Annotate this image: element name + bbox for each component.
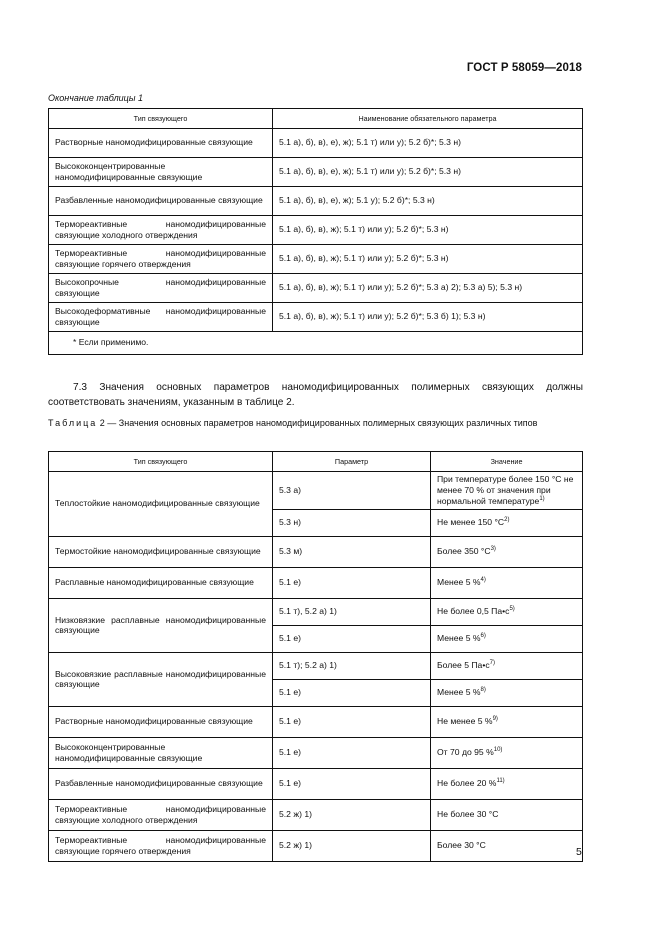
- table2-type-cell: Термореактивные наномодифицированные связующие холодного отверждения: [49, 800, 273, 831]
- table2-header-value: Значение: [431, 452, 583, 472]
- table2-value-text: Менее 5 %: [437, 577, 481, 588]
- table2-value-cell: [431, 472, 583, 510]
- table-row: [49, 707, 583, 738]
- table2-value-cell: [431, 653, 583, 680]
- footnote-ref: 2): [504, 517, 510, 524]
- table2-value-cell: [431, 800, 583, 831]
- table1-type-cell: Разбавленные наномодифицированные связующие: [49, 187, 273, 216]
- table2-type-cell: Расплавные наномодифицированные связующие: [49, 568, 273, 599]
- table1-type-cell: Термореактивные наномодифицированные связующие горячего отверждения: [49, 245, 273, 274]
- table2-value-text: Не более 0,5 Па•с: [437, 606, 510, 617]
- table2-value-cell: [431, 738, 583, 769]
- table2-value-text: При температуре более 150 °C не менее 70 % от значения при нормальной температуре: [437, 474, 574, 506]
- table2-type-cell: Термореактивные наномодифицированные связующие горячего отверждения: [49, 831, 273, 862]
- table1: [48, 108, 583, 355]
- page-number: 5: [576, 846, 582, 858]
- table1-param-cell: 5.1 а), б), в), ж); 5.1 т) или у); 5.2 б)*; 5.3 н): [273, 245, 583, 274]
- table2-type-cell: Теплостойкие наномодифицированные связующие: [49, 472, 273, 537]
- table2-value-text: Более 350 °C: [437, 546, 491, 557]
- table-row: [49, 653, 583, 680]
- table-row: [49, 599, 583, 626]
- table2-caption-text: 2 — Значения основных параметров наномодифицированных полимерных связующих различных типов: [97, 418, 538, 428]
- table-row: [49, 303, 583, 332]
- table2-value-cell: [431, 510, 583, 537]
- footnote-ref: 11): [496, 778, 505, 785]
- table-row: [49, 216, 583, 245]
- table-row: [49, 769, 583, 800]
- table2-type-cell: Высококонцентрированные наномодифицированные связующие: [49, 738, 273, 769]
- table2-value-text: Более 30 °C: [437, 840, 486, 851]
- footnote-ref: 7): [489, 660, 495, 667]
- table-row: [49, 158, 583, 187]
- table2-type-cell: Растворные наномодифицированные связующие: [49, 707, 273, 738]
- table-row: [49, 472, 583, 510]
- table2-header-row: [49, 452, 583, 472]
- table1-param-cell: 5.1 а), б), в), е), ж); 5.1 т) или у); 5.2 б)*; 5.3 н): [273, 158, 583, 187]
- table2-param-cell: 5.1 е): [273, 707, 431, 738]
- table2-value-text: От 70 до 95 %: [437, 747, 494, 758]
- table2-value-text: Не более 20 %: [437, 778, 497, 789]
- table2-param-cell: 5.1 е): [273, 769, 431, 800]
- paragraph-7-3-text: 7.3 Значения основных параметров наномодифицированных полимерных связующих должны соответствовать значениям, указанным в таблице 2.: [48, 382, 583, 408]
- table2-param-cell: 5.1 т), 5.2 а) 1): [273, 599, 431, 626]
- table2-value-cell: [431, 680, 583, 707]
- table2-value-text: Не менее 150 °C: [437, 517, 505, 528]
- table2-value-cell: [431, 599, 583, 626]
- table-row: [49, 537, 583, 568]
- paragraph-7-3: [48, 380, 583, 410]
- table2-value-cell: [431, 769, 583, 800]
- table1-footnote-row: [49, 332, 583, 355]
- footnote-ref: 6): [480, 633, 486, 640]
- table-row: [49, 800, 583, 831]
- table2-value-cell: [431, 707, 583, 738]
- table2-param-cell: 5.2 ж) 1): [273, 831, 431, 862]
- table2-param-cell: 5.3 н): [273, 510, 431, 537]
- table2-param-cell: 5.1 т); 5.2 а) 1): [273, 653, 431, 680]
- table2-caption-lead: Таблица: [48, 418, 98, 428]
- table2-value-text: Более 5 Па•с: [437, 660, 490, 671]
- footnote-ref: 1): [539, 495, 545, 502]
- table2-value-cell: [431, 831, 583, 862]
- table-row: [49, 245, 583, 274]
- footnote-ref: 5): [509, 606, 515, 613]
- table-row: [49, 831, 583, 862]
- table2-param-cell: 5.1 е): [273, 626, 431, 653]
- table2-value-text: Менее 5 %: [437, 633, 481, 644]
- table2-param-cell: 5.2 ж) 1): [273, 800, 431, 831]
- table-row: [49, 738, 583, 769]
- table-row: [49, 274, 583, 303]
- table-row: [49, 568, 583, 599]
- table1-type-cell: Термореактивные наномодифицированные связующие холодного отверждения: [49, 216, 273, 245]
- table2-type-cell: Высоковязкие расплавные наномодифицированные связующие: [49, 653, 273, 707]
- table-row: [49, 129, 583, 158]
- table2-value-cell: [431, 568, 583, 599]
- table2-value-cell: [431, 537, 583, 568]
- table2-param-cell: 5.3 м): [273, 537, 431, 568]
- table2-type-cell: Низковязкие расплавные наномодифицированные связующие: [49, 599, 273, 653]
- table1-header-type: Тип связующего: [49, 109, 273, 129]
- table2-caption: [48, 418, 583, 429]
- table2-type-cell: Термостойкие наномодифицированные связующие: [49, 537, 273, 568]
- footnote-ref: 10): [493, 747, 503, 754]
- table2-type-cell: Разбавленные наномодифицированные связующие: [49, 769, 273, 800]
- table1-param-cell: 5.1 а), б), в), ж); 5.1 т) или у); 5.2 б)*; 5.3 н): [273, 216, 583, 245]
- table2: [48, 451, 583, 862]
- table1-param-cell: 5.1 а), б), в), ж); 5.1 т) или у); 5.2 б)*; 5.3 б) 1); 5.3 н): [273, 303, 583, 332]
- table1-type-cell: Высокопрочные наномодифицированные связующие: [49, 274, 273, 303]
- table1-param-cell: 5.1 а), б), в), е), ж); 5.1 у); 5.2 б)*; 5.3 н): [273, 187, 583, 216]
- table1-param-cell: 5.1 а), б), в), ж); 5.1 т) или у); 5.2 б)*; 5.3 а) 2); 5.3 а) 5); 5.3 н): [273, 274, 583, 303]
- table1-type-cell: Высококонцентрированные наномодифицированные связующие: [49, 158, 273, 187]
- footnote-ref: 9): [492, 716, 498, 723]
- table2-value-text: Менее 5 %: [437, 687, 481, 698]
- table1-footnote: * Если применимо.: [49, 332, 583, 355]
- table2-param-cell: 5.1 е): [273, 568, 431, 599]
- table2-value-text: Не более 30 °C: [437, 809, 499, 820]
- table1-header-row: [49, 109, 583, 129]
- document-code: ГОСТ Р 58059—2018: [466, 62, 582, 74]
- footnote-ref: 4): [480, 577, 486, 584]
- table2-value-text: Не менее 5 %: [437, 716, 493, 727]
- table1-type-cell: Растворные наномодифицированные связующие: [49, 129, 273, 158]
- table2-param-cell: 5.3 а): [273, 472, 431, 510]
- table1-caption: Окончание таблицы 1: [48, 93, 143, 103]
- table2-header-param: Параметр: [273, 452, 431, 472]
- table2-param-cell: 5.1 е): [273, 738, 431, 769]
- table1-header-param: Наименование обязательного параметра: [273, 109, 583, 129]
- table1-param-cell: 5.1 а), б), в), е), ж); 5.1 т) или у); 5.2 б)*; 5.3 н): [273, 129, 583, 158]
- footnote-ref: 3): [490, 546, 496, 553]
- table2-param-cell: 5.1 е): [273, 680, 431, 707]
- table-row: [49, 187, 583, 216]
- table1-type-cell: Высокодеформативные наномодифицированные связующие: [49, 303, 273, 332]
- table2-value-cell: [431, 626, 583, 653]
- footnote-ref: 8): [480, 687, 486, 694]
- table2-header-type: Тип связующего: [49, 452, 273, 472]
